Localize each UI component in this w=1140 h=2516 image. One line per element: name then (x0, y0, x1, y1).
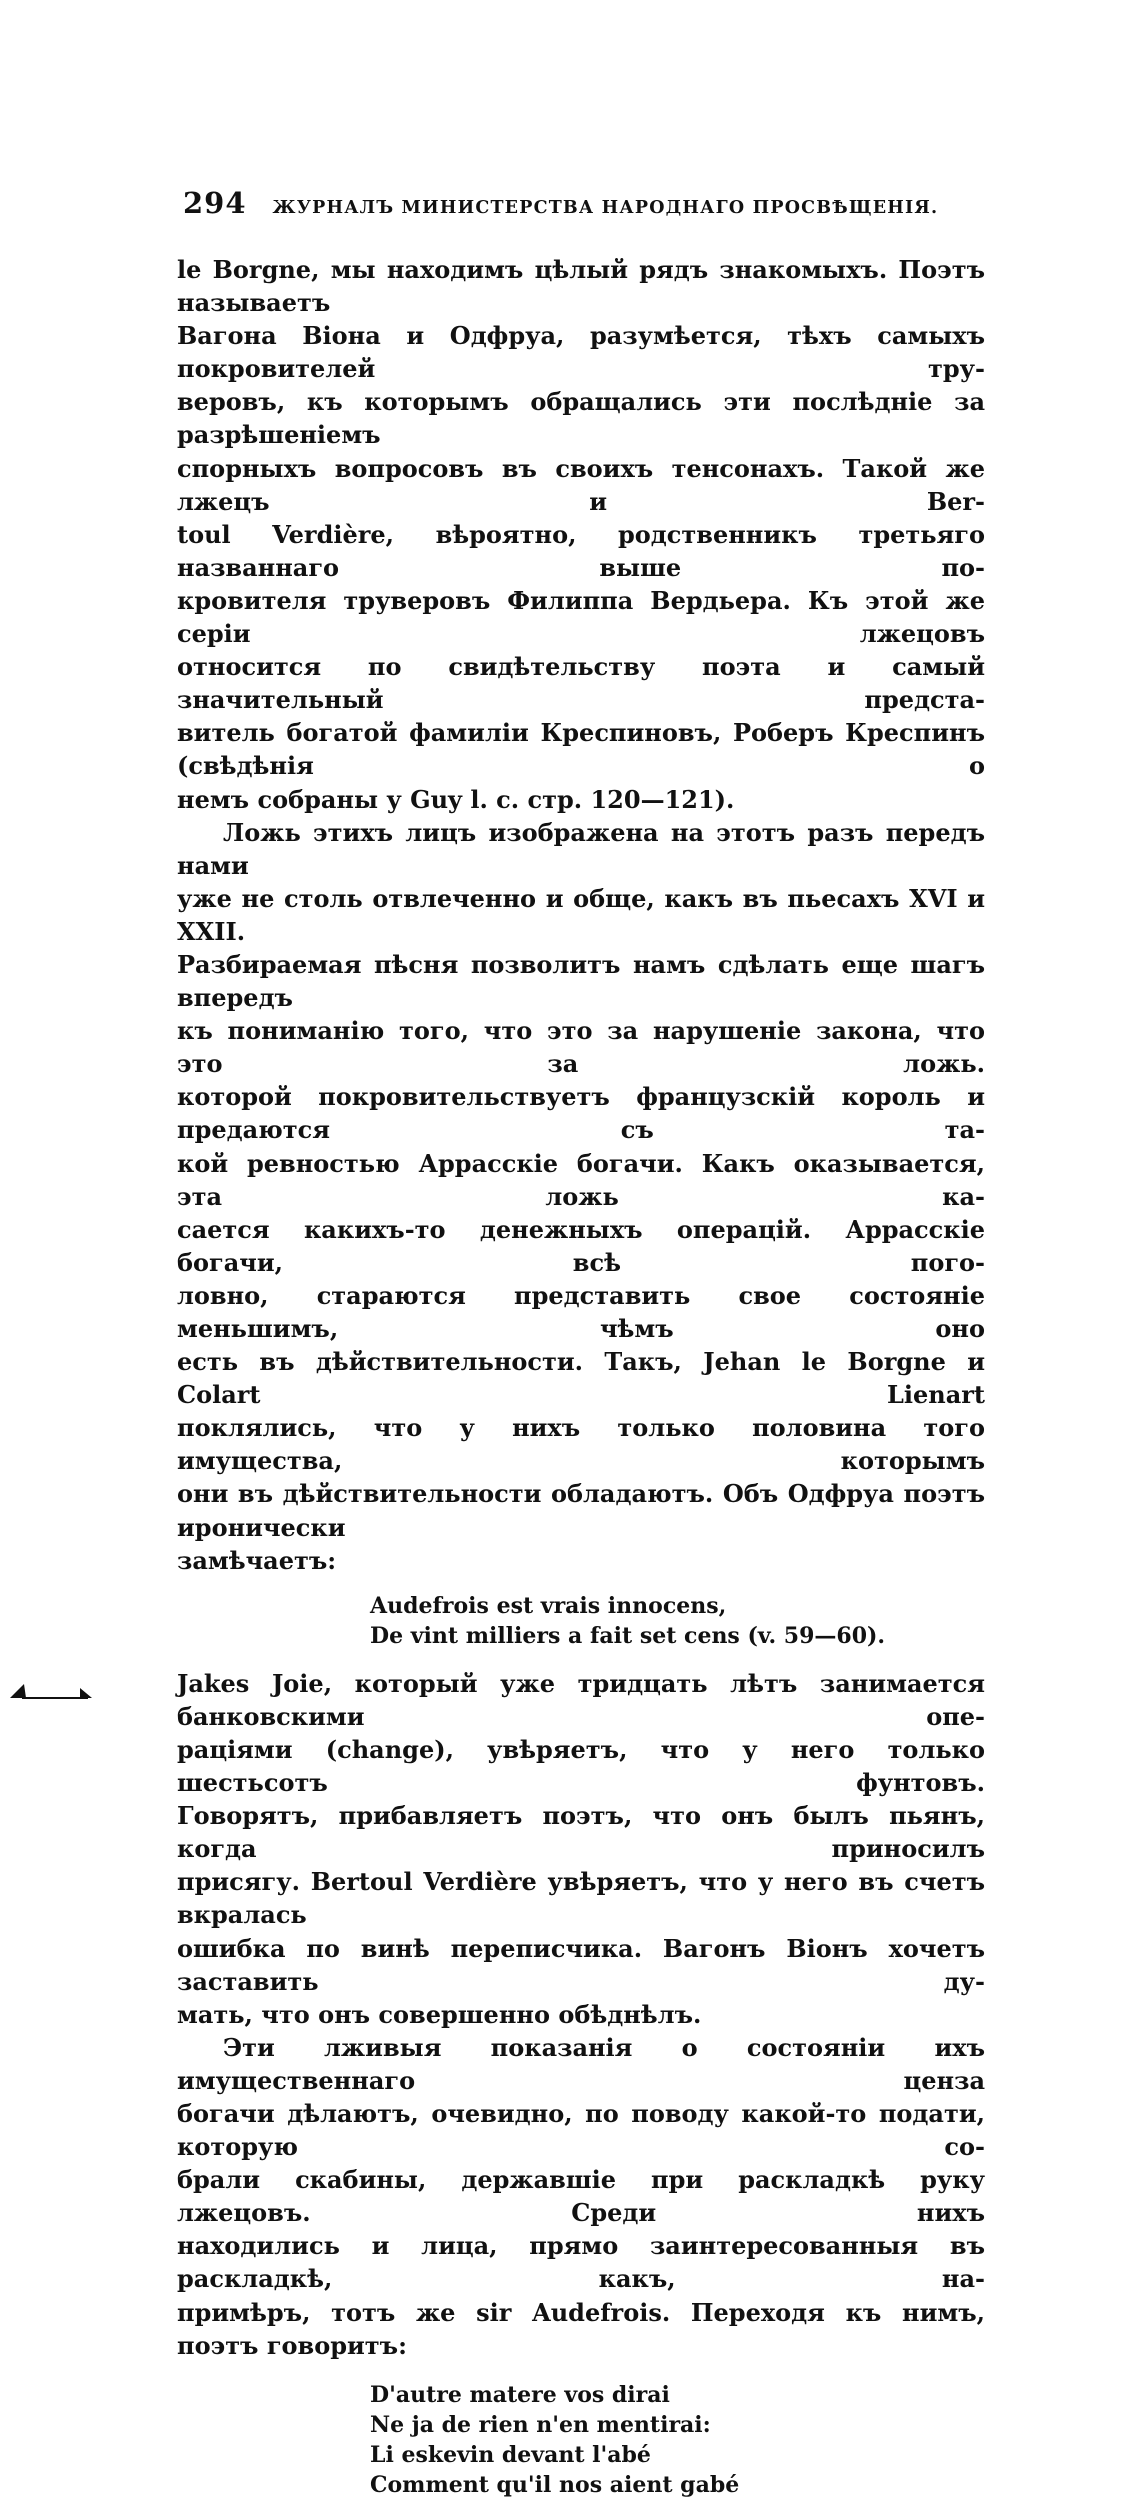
running-title: ЖУРНАЛЪ МИНИСТЕРСТВА НАРОДНАГО ПРОСВѢЩЕНІЯ. (272, 198, 939, 218)
text-line: Разбираемая пѣсня позволитъ намъ сдѣлать еще шагъ впередъ (177, 949, 985, 1013)
text-line: ошибка по винѣ переписчика. Вагонъ Віонъ хочетъ заставить ду- (177, 1933, 985, 1996)
verse-line: De vint milliers a fait set cens (v. 59—60). (370, 1622, 886, 1649)
paragraph-2 (177, 816, 985, 1577)
verse-line: D'autre matere vos dirai (370, 2381, 670, 2408)
verse-quote-2 (177, 2380, 985, 2500)
text-line: находились и лица, прямо заинтересованныя въ раскладкѣ, какъ, на- (177, 2231, 985, 2294)
text-line: кой ревностью Аррасскіе богачи. Какъ оказывается, эта ложь ка- (177, 1148, 985, 1211)
paragraph-3 (177, 1667, 985, 2031)
text-line: витель богатой фамиліи Креспиновъ, Роберъ Креспинъ (свѣдѣнія о (177, 718, 985, 781)
text-line: Jakes Joie, который уже тридцать лѣтъ занимается банковскими опе- (177, 1668, 985, 1731)
text-line: Вагона Віона и Одфруа, разумѣется, тѣхъ самыхъ покровителей тру- (177, 321, 985, 384)
verse-line: Audefrois est vrais innocens, (370, 1592, 727, 1619)
text-line: присягу. Bertoul Verdière увѣряетъ, что у него въ счетъ вкралась (177, 1867, 985, 1930)
text-line: le Borgne, мы находимъ цѣлый рядъ знакомыхъ. Поэтъ называетъ (177, 255, 985, 318)
text-line: къ пониманію того, что это за нарушеніе закона, что это за ложь. (177, 1016, 985, 1079)
text-line: ловно, стараются представить свое состояніе меньшимъ, чѣмъ оно (177, 1280, 985, 1343)
verse-quote-1 (177, 1591, 985, 1651)
text-line: поклялись, что у нихъ только половина того имущества, которымъ (177, 1413, 985, 1476)
text-line: веровъ, къ которымъ обращались эти послѣдніе за разрѣшеніемъ (177, 387, 985, 450)
text-line: Говорятъ, прибавляетъ поэтъ, что онъ былъ пьянъ, когда приносилъ (177, 1801, 985, 1864)
text-line: немъ собраны у Guy l. c. стр. 120—121). (177, 784, 735, 814)
page-number: 294 (183, 186, 247, 220)
text-line: уже не столь отвлеченно и обще, какъ въ пьесахъ XVI и XXII. (177, 883, 985, 946)
text-line: кровителя труверовъ Филиппа Вердьера. Къ этой же серіи лжецовъ (177, 585, 985, 649)
text-line: богачи дѣлаютъ, очевидно, по поводу какой-то подати, которую со- (177, 2098, 985, 2162)
text-line: они въ дѣйствительности обладаютъ. Объ Одфруа поэтъ иронически (177, 1479, 985, 1542)
scan-corner-mark-icon (8, 1680, 98, 1700)
text-line: брали скабины, державшіе при раскладкѣ руку лжецовъ. Среди нихъ (177, 2165, 985, 2228)
text-line: примѣръ, тотъ же sir Audefrois. Переходя къ нимъ, поэтъ говоритъ: (177, 2297, 985, 2360)
verse-line: Ne ja de rien n'en mentirai: (370, 2411, 711, 2438)
text-line: Ложь этихъ лицъ изображена на этотъ разъ передъ нами (177, 817, 985, 880)
text-line: сается какихъ-то денежныхъ операцій. Аррасскіе богачи, всѣ пого- (177, 1214, 985, 1277)
text-line: относится по свидѣтельству поэта и самый значительный предста- (177, 652, 985, 715)
text-line: toul Verdière, вѣроятно, родственникъ третьяго названнаго выше по- (177, 519, 985, 582)
text-line: замѣчаетъ: (177, 1545, 337, 1575)
page-header (183, 186, 983, 220)
text-line: мать, что онъ совершенно обѣднѣлъ. (177, 1999, 702, 2029)
text-line: есть въ дѣйствительности. Такъ, Jehan le Borgne и Colart Lienart (177, 1347, 985, 1410)
text-line: которой покровительствуетъ французскій король и предаются съ та- (177, 1082, 985, 1145)
verse-line: Li eskevin devant l'abé (370, 2441, 651, 2468)
verse-line: Comment qu'il nos aient gabé (370, 2471, 740, 2498)
text-line: спорныхъ вопросовъ въ своихъ тенсонахъ. Такой же лжецъ и Ber- (177, 453, 985, 516)
paragraph-4 (177, 2031, 985, 2362)
text-line: Эти лживыя показанія о состояніи ихъ имущественнаго ценза (177, 2032, 985, 2095)
paragraph-1 (177, 253, 985, 816)
text-line: раціями (change), увѣряетъ, что у него только шестьсотъ фунтовъ. (177, 1734, 985, 1798)
body-text (177, 253, 985, 2516)
